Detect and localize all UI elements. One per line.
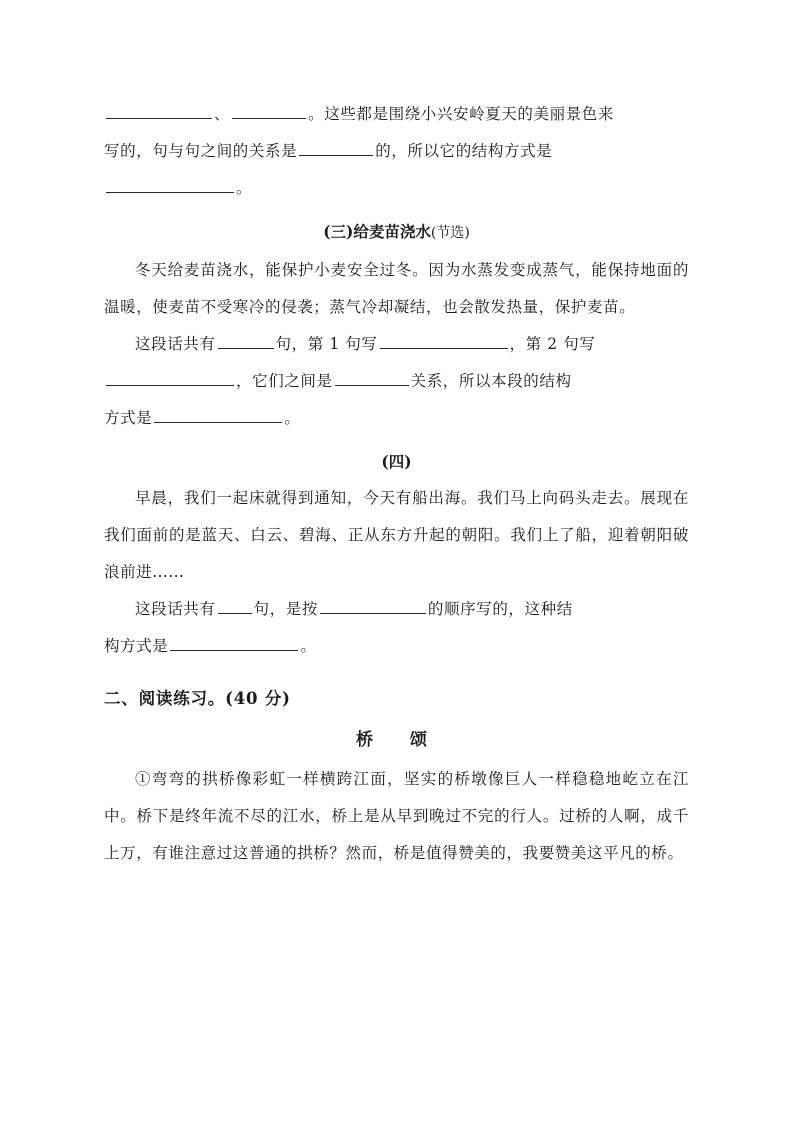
continued-line3-end: 。 xyxy=(236,179,253,197)
continued-line1-b: 。这些都是围绕小兴安岭夏天的美丽景色来 xyxy=(308,105,615,123)
section-three-title xyxy=(104,213,689,252)
section-three-question-line1 xyxy=(104,326,689,363)
section-three-body: 冬天给麦苗浇水，能保护小麦安全过冬。因为水蒸发变成蒸气，能保持地面的温暖，使麦苗不受寒冷的侵袭；蒸气冷却凝结，也会散发热量，保护麦苗。 xyxy=(104,261,689,316)
answer-blank[interactable] xyxy=(106,102,212,119)
s4-q-a: 这段话共有 xyxy=(135,600,216,618)
s4-q-c: 的顺序写的，这种结 xyxy=(427,600,573,618)
continued-line2-a: 写的，句与句之间的关系是 xyxy=(104,142,298,160)
s4-q-d: 构方式是 xyxy=(104,637,169,655)
section-two-heading: 二、阅读练习。(40 分) xyxy=(104,689,291,708)
continued-line2-b: 的，所以它的结构方式是 xyxy=(375,142,553,160)
s3-q-d: ，它们之间是 xyxy=(236,372,333,390)
answer-blank[interactable] xyxy=(170,634,298,651)
s3-q-c: ，第 2 句写 xyxy=(509,335,596,353)
reading-passage-title: 桥 颂 xyxy=(356,730,437,750)
section-four-body: 早晨，我们一起床就得到通知，今天有船出海。我们马上向码头走去。展现在我们面前的是蓝天、白云、碧海、正从东方升起的朝阳。我们上了船，迎着朝阳破浪前进…… xyxy=(104,489,689,581)
continued-question-line2 xyxy=(104,133,689,170)
section-four-question-line1 xyxy=(104,591,689,628)
answer-blank[interactable] xyxy=(299,139,373,156)
continued-question-block xyxy=(104,96,689,133)
section-four-title: (四) xyxy=(381,452,412,471)
section-three-title-main: (三)给麦苗浇水 xyxy=(323,222,431,241)
answer-blank[interactable] xyxy=(320,597,426,614)
section-three-title-note: (节选) xyxy=(430,225,470,241)
answer-blank[interactable] xyxy=(335,369,409,386)
section-three-question-line3 xyxy=(104,400,689,437)
continued-line1-a: 、 xyxy=(214,105,231,123)
answer-blank[interactable] xyxy=(106,176,234,193)
answer-blank[interactable] xyxy=(218,332,274,349)
answer-blank[interactable] xyxy=(380,332,508,349)
answer-blank[interactable] xyxy=(218,597,252,614)
answer-blank[interactable] xyxy=(154,406,282,423)
s4-q-e: 。 xyxy=(300,637,317,655)
s4-q-b: 句，是按 xyxy=(253,600,318,618)
s3-q-a: 这段话共有 xyxy=(135,335,216,353)
reading-passage-paragraph-1: ①弯弯的拱桥像彩虹一样横跨江面，坚实的桥墩像巨人一样稳稳地屹立在江中。桥下是终年流不尽的江水，桥上是从早到晚过不完的行人。过桥的人啊，成千上万，有谁注意过这普通的拱桥？然而，桥是值得赞美的，我要赞美这平凡的桥。 xyxy=(104,770,689,862)
answer-blank[interactable] xyxy=(232,102,306,119)
s3-q-f: 方式是 xyxy=(104,409,153,427)
s3-q-g: 。 xyxy=(284,409,301,427)
s3-q-b: 句，第 1 句写 xyxy=(275,335,378,353)
section-four-question-line2 xyxy=(104,628,689,665)
continued-question-line3 xyxy=(104,170,689,207)
section-three-question-line2 xyxy=(104,363,689,400)
answer-blank[interactable] xyxy=(106,369,234,386)
s3-q-e: 关系，所以本段的结构 xyxy=(410,372,572,390)
